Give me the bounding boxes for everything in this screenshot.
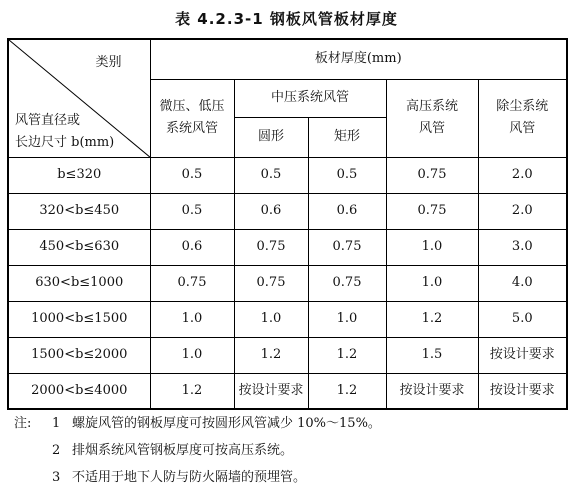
note-item bbox=[14, 437, 381, 464]
header-rectangular: 矩形 bbox=[308, 117, 386, 157]
cell-high: 0.75 bbox=[386, 193, 478, 229]
note-text: 不适用于地下人防与防火隔墙的预埋管。 bbox=[72, 470, 307, 485]
note-item bbox=[14, 410, 381, 437]
table-row bbox=[8, 157, 567, 193]
cell-round: 1.2 bbox=[234, 337, 308, 373]
cell-rect: 0.6 bbox=[308, 193, 386, 229]
row-size: 630<b≤1000 bbox=[8, 265, 150, 301]
cell-high: 1.2 bbox=[386, 301, 478, 337]
table-row bbox=[8, 229, 567, 265]
row-size: b≤320 bbox=[8, 157, 150, 193]
note-text: 排烟系统风管钢板厚度可按高压系统。 bbox=[72, 443, 294, 458]
cell-rect: 0.5 bbox=[308, 157, 386, 193]
cell-round: 0.75 bbox=[234, 265, 308, 301]
cell-dust: 4.0 bbox=[478, 265, 567, 301]
cell-dust: 2.0 bbox=[478, 157, 567, 193]
cell-high: 1.0 bbox=[386, 229, 478, 265]
header-thickness-group: 板材厚度(mm) bbox=[150, 39, 567, 79]
cell-high: 0.75 bbox=[386, 157, 478, 193]
table-row bbox=[8, 265, 567, 301]
cell-rect: 0.75 bbox=[308, 265, 386, 301]
header-high-line-2: 风管 bbox=[418, 121, 445, 136]
header-dimension-line-2: 长边尺寸 b(mm) bbox=[15, 135, 115, 150]
cell-low: 1.2 bbox=[150, 373, 234, 409]
cell-round: 0.6 bbox=[234, 193, 308, 229]
note-number: 2 bbox=[52, 443, 61, 458]
cell-low: 0.5 bbox=[150, 193, 234, 229]
cell-rect: 0.75 bbox=[308, 229, 386, 265]
note-number: 3 bbox=[52, 470, 61, 485]
row-size: 1000<b≤1500 bbox=[8, 301, 150, 337]
header-dust-removal bbox=[478, 79, 567, 157]
note-prefix: 注: bbox=[14, 416, 32, 431]
cell-dust: 按设计要求 bbox=[478, 337, 567, 373]
cell-dust: 按设计要求 bbox=[478, 373, 567, 409]
cell-low: 1.0 bbox=[150, 301, 234, 337]
header-medium-pressure-group: 中压系统风管 bbox=[234, 79, 386, 117]
row-size: 450<b≤630 bbox=[8, 229, 150, 265]
cell-dust: 2.0 bbox=[478, 193, 567, 229]
header-corner-cell bbox=[8, 39, 150, 157]
cell-rect: 1.2 bbox=[308, 337, 386, 373]
table-title: 表 4.2.3-1 钢板风管板材厚度 bbox=[175, 10, 398, 28]
cell-round: 1.0 bbox=[234, 301, 308, 337]
table-row bbox=[8, 301, 567, 337]
cell-high: 1.0 bbox=[386, 265, 478, 301]
table-row bbox=[8, 193, 567, 229]
header-dust-line-1: 除尘系统 bbox=[496, 99, 549, 114]
steel-duct-thickness-table bbox=[7, 38, 568, 410]
row-size: 2000<b≤4000 bbox=[8, 373, 150, 409]
cell-dust: 5.0 bbox=[478, 301, 567, 337]
cell-high: 1.5 bbox=[386, 337, 478, 373]
cell-low: 0.75 bbox=[150, 265, 234, 301]
note-number: 1 bbox=[52, 416, 61, 431]
header-low-line-1: 微压、低压 bbox=[159, 99, 225, 114]
header-round: 圆形 bbox=[234, 117, 308, 157]
cell-low: 0.5 bbox=[150, 157, 234, 193]
table-notes bbox=[14, 410, 381, 491]
header-high-pressure bbox=[386, 79, 478, 157]
table-row bbox=[8, 373, 567, 409]
header-dimension-line-1: 风管直径或 bbox=[15, 113, 81, 128]
note-text: 螺旋风管的钢板厚度可按圆形风管减少 10%～15%。 bbox=[72, 416, 381, 431]
header-high-line-1: 高压系统 bbox=[405, 99, 458, 114]
cell-round: 0.5 bbox=[234, 157, 308, 193]
cell-round: 0.75 bbox=[234, 229, 308, 265]
cell-low: 1.0 bbox=[150, 337, 234, 373]
cell-rect: 1.0 bbox=[308, 301, 386, 337]
header-dimension-label bbox=[15, 110, 114, 154]
cell-round: 按设计要求 bbox=[234, 373, 308, 409]
note-item bbox=[14, 464, 381, 491]
header-low-line-2: 系统风管 bbox=[165, 121, 218, 136]
row-size: 320<b≤450 bbox=[8, 193, 150, 229]
header-low-pressure bbox=[150, 79, 234, 157]
cell-dust: 3.0 bbox=[478, 229, 567, 265]
table-row bbox=[8, 337, 567, 373]
note-indent bbox=[14, 464, 52, 491]
cell-rect: 1.2 bbox=[308, 373, 386, 409]
row-size: 1500<b≤2000 bbox=[8, 337, 150, 373]
cell-high: 按设计要求 bbox=[386, 373, 478, 409]
note-indent bbox=[14, 437, 52, 464]
header-category-label: 类别 bbox=[95, 55, 122, 70]
cell-low: 0.6 bbox=[150, 229, 234, 265]
header-dust-line-2: 风管 bbox=[509, 121, 536, 136]
